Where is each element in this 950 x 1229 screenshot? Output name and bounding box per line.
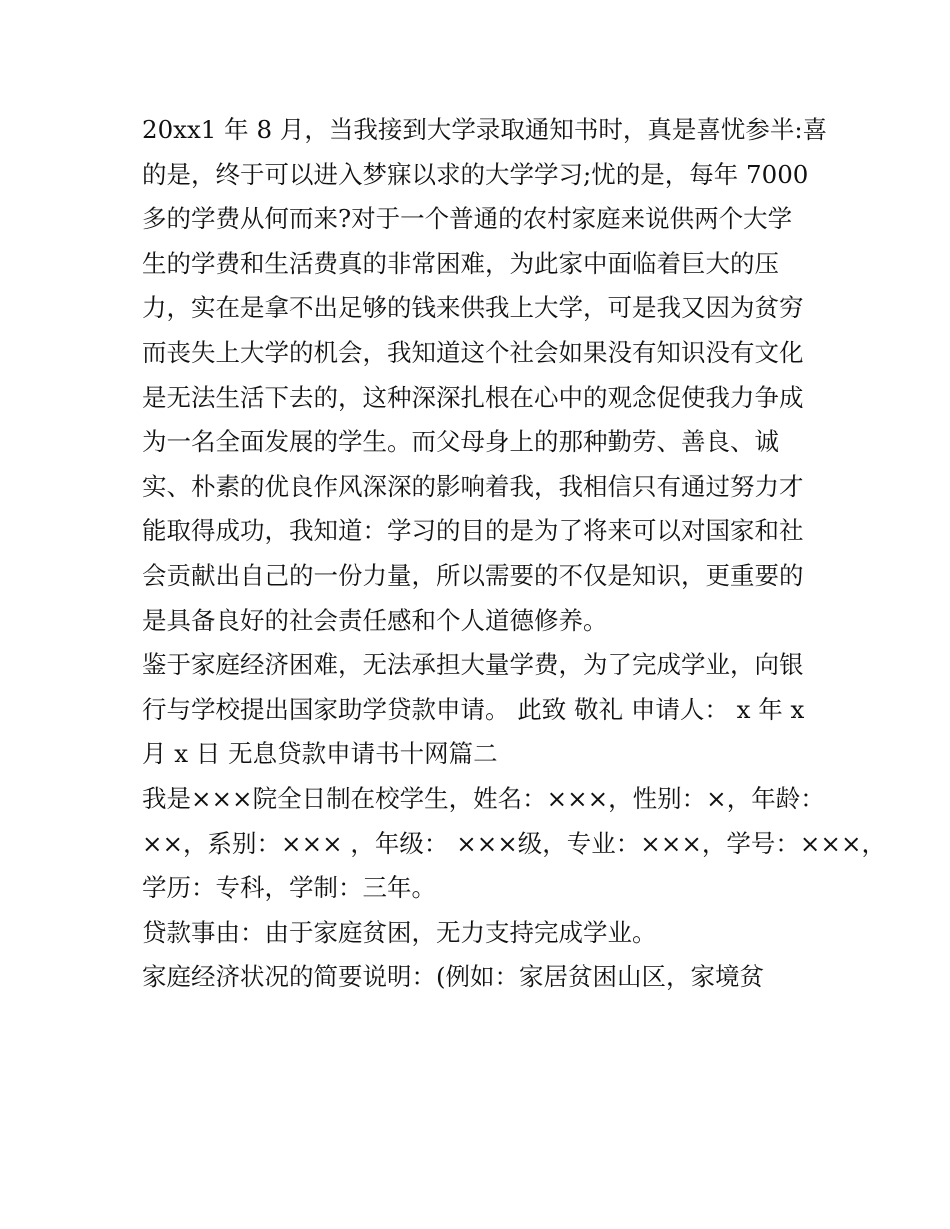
text-line: 月 x 日 无息贷款申请书十网篇二 (142, 739, 498, 769)
text-line: 能取得成功，我知道：学习的目的是为了将来可以对国家和社 (142, 516, 804, 546)
text-line: 学历：专科，学制：三年。 (142, 873, 436, 903)
text-line: 20xx1 年 8 月，当我接到大学录取通知书时，真是喜忧参半:喜 (142, 115, 828, 144)
text-line: 家庭经济状况的简要说明：(例如：家居贫困山区，家境贫 (142, 962, 765, 992)
text-line: ××，系别：××× ，年级： ×××级，专业：×××，学号：×××， (142, 828, 886, 858)
text-line: 而丧失上大学的机会，我知道这个社会如果没有知识没有文化 (142, 337, 804, 367)
text-line: 行与学校提出国家助学贷款申请。 此致 敬礼 申请人： x 年 x (142, 694, 805, 724)
text-line: 的是，终于可以进入梦寐以求的大学学习;忧的是，每年 7000 (142, 159, 809, 189)
text-line: 为一名全面发展的学生。而父母身上的那种勤劳、善良、诚 (142, 427, 779, 457)
text-line: 是无法生活下去的，这种深深扎根在心中的观念促使我力争成 (142, 382, 804, 412)
text-line: 实、朴素的优良作风深深的影响着我，我相信只有通过努力才 (142, 471, 804, 501)
text-line: 力，实在是拿不出足够的钱来供我上大学，可是我又因为贫穷 (142, 293, 804, 323)
text-line: 是具备良好的社会责任感和个人道德修养。 (142, 605, 608, 635)
text-line: 生的学费和生活费真的非常困难，为此家中面临着巨大的压 (142, 248, 779, 278)
text-line: 我是×××院全日制在校学生，姓名：×××，性别：×，年龄： (142, 783, 825, 813)
text-line: 贷款事由：由于家庭贫困，无力支持完成学业。 (142, 917, 657, 947)
text-line: 鉴于家庭经济困难，无法承担大量学费，为了完成学业，向银 (142, 650, 804, 680)
document-body (142, 108, 886, 1000)
text-line: 多的学费从何而来?对于一个普通的农村家庭来说供两个大学 (142, 204, 793, 234)
text-line: 会贡献出自己的一份力量，所以需要的不仅是知识，更重要的 (142, 560, 804, 590)
